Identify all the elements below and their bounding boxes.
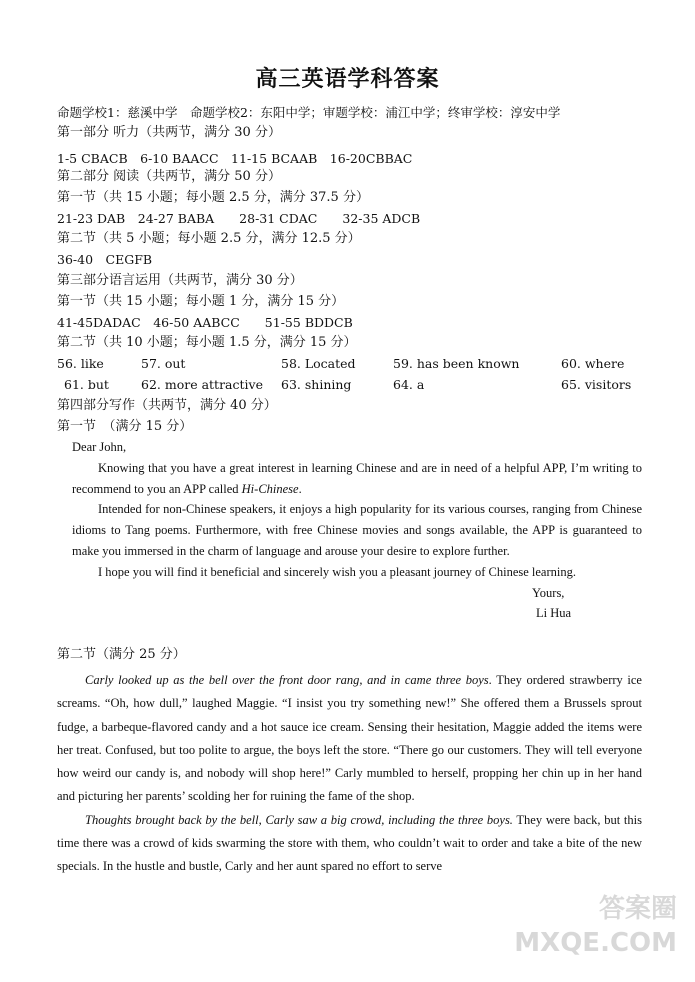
essay-paragraph: Thoughts brought back by the bell, Carly saw a big crowd, including the three boys. They were back, but this time there was a crowd of kids swarming the store with them, who couldn’t wait to order and take a bite of the new specials. In the hustle and bustle, Carly and her aunt spared no effort to serve	[57, 812, 642, 874]
fill-answer: 65. visitors	[561, 377, 632, 392]
fill-answer: 60. where	[561, 356, 625, 371]
school-info: 命题学校1：慈溪中学 命题学校2：东阳中学；审题学校：浦江中学；终审学校：淳安中学	[57, 105, 561, 120]
part2-section1-heading: 第一节（共 15 小题；每小题 2.5 分，满分 37.5 分）	[57, 190, 369, 205]
fill-answer: 57. out	[141, 356, 186, 371]
fill-answer: 61. but	[64, 377, 109, 392]
part4-heading: 第四部分写作（共两节，满分 40 分）	[57, 398, 277, 413]
part1-answers: 1-5 CBACB 6-10 BAACC 11-15 BCAAB 16-20CBBAC	[57, 151, 413, 166]
letter-salutation: Dear John,	[72, 440, 127, 454]
page-title: 高三英语学科答案	[255, 66, 440, 92]
part4-section2-heading: 第二节（满分 25 分）	[57, 647, 186, 662]
part1-heading: 第一部分 听力（共两节，满分 30 分）	[57, 125, 281, 140]
sample-letter	[72, 437, 642, 624]
app-name: Hi-Chinese	[241, 481, 299, 496]
fill-answer: 58. Located	[281, 356, 356, 371]
fill-answer: 64. a	[393, 377, 425, 392]
letter-signature: Li Hua	[536, 606, 572, 621]
letter-paragraph: Intended for non-Chinese speakers, it enjoys a high popularity for its various courses, ranging from Chinese idioms to Tang poems. Furthermore, with free Chinese movies and songs available, the APP is guaranteed to make you immersed in the charm of language and arouse your desire to explore further.	[72, 502, 642, 558]
part3-section2-heading: 第二节（共 10 小题；每小题 1.5 分，满分 15 分）	[57, 335, 357, 350]
sample-essay	[57, 669, 642, 879]
part4-section1-heading: 第一节 （满分 15 分）	[57, 419, 193, 434]
part3-section1-heading: 第一节（共 15 小题；每小题 1 分，满分 15 分）	[57, 294, 345, 309]
letter-paragraph: I hope you will find it beneficial and sincerely wish you a pleasant journey of Chinese learning.	[98, 564, 576, 579]
fill-answer: 62. more attractive	[141, 377, 263, 392]
fill-answer: 63. shining	[281, 377, 352, 392]
part2-heading: 第二部分 阅读（共两节，满分 50 分）	[57, 169, 281, 184]
essay-paragraph: Carly looked up as the bell over the front door rang, and in came three boys. They ordered strawberry ice screams. “Oh, how dull,” laughed Maggie. “I insist you try something new!” She offered them a Brussels sprout fudge, a barbeque-flavored candy and a hot sauce ice cream. Sensing their hesitation, Maggie added the items were her treat. Confused, but too polite to argue, the boys left the store. “There go our customers. They will tell everyone how weird our candy is, and nobody will shop here!” Carly mumbled to herself, propping her chin up in her hand and picturing her parents’ scolding her for ruining the fame of the shop.	[57, 673, 642, 804]
watermark-logo: 答案圈 MXQE.COM	[514, 894, 677, 958]
part2-section1-answers: 21-23 DAB 24-27 BABA 28-31 CDAC 32-35 ADCB	[57, 211, 421, 226]
letter-paragraph: Knowing that you have a great interest in learning Chinese and are in need of a helpful APP, I’m writing to recommend to you an APP called Hi-Chinese.	[72, 460, 642, 496]
part2-section2-answers: 36-40 CEGFB	[57, 252, 153, 267]
fill-answer: 56. like	[57, 356, 104, 371]
fill-answer: 59. has been known	[393, 356, 520, 371]
part2-section2-heading: 第二节（共 5 小题；每小题 2.5 分，满分 12.5 分）	[57, 231, 361, 246]
part3-heading: 第三部分语言运用（共两节，满分 30 分）	[57, 273, 303, 288]
letter-closing: Yours,	[532, 585, 565, 600]
part3-section1-answers: 41-45DADAC 46-50 AABCC 51-55 BDDCB	[57, 315, 353, 330]
